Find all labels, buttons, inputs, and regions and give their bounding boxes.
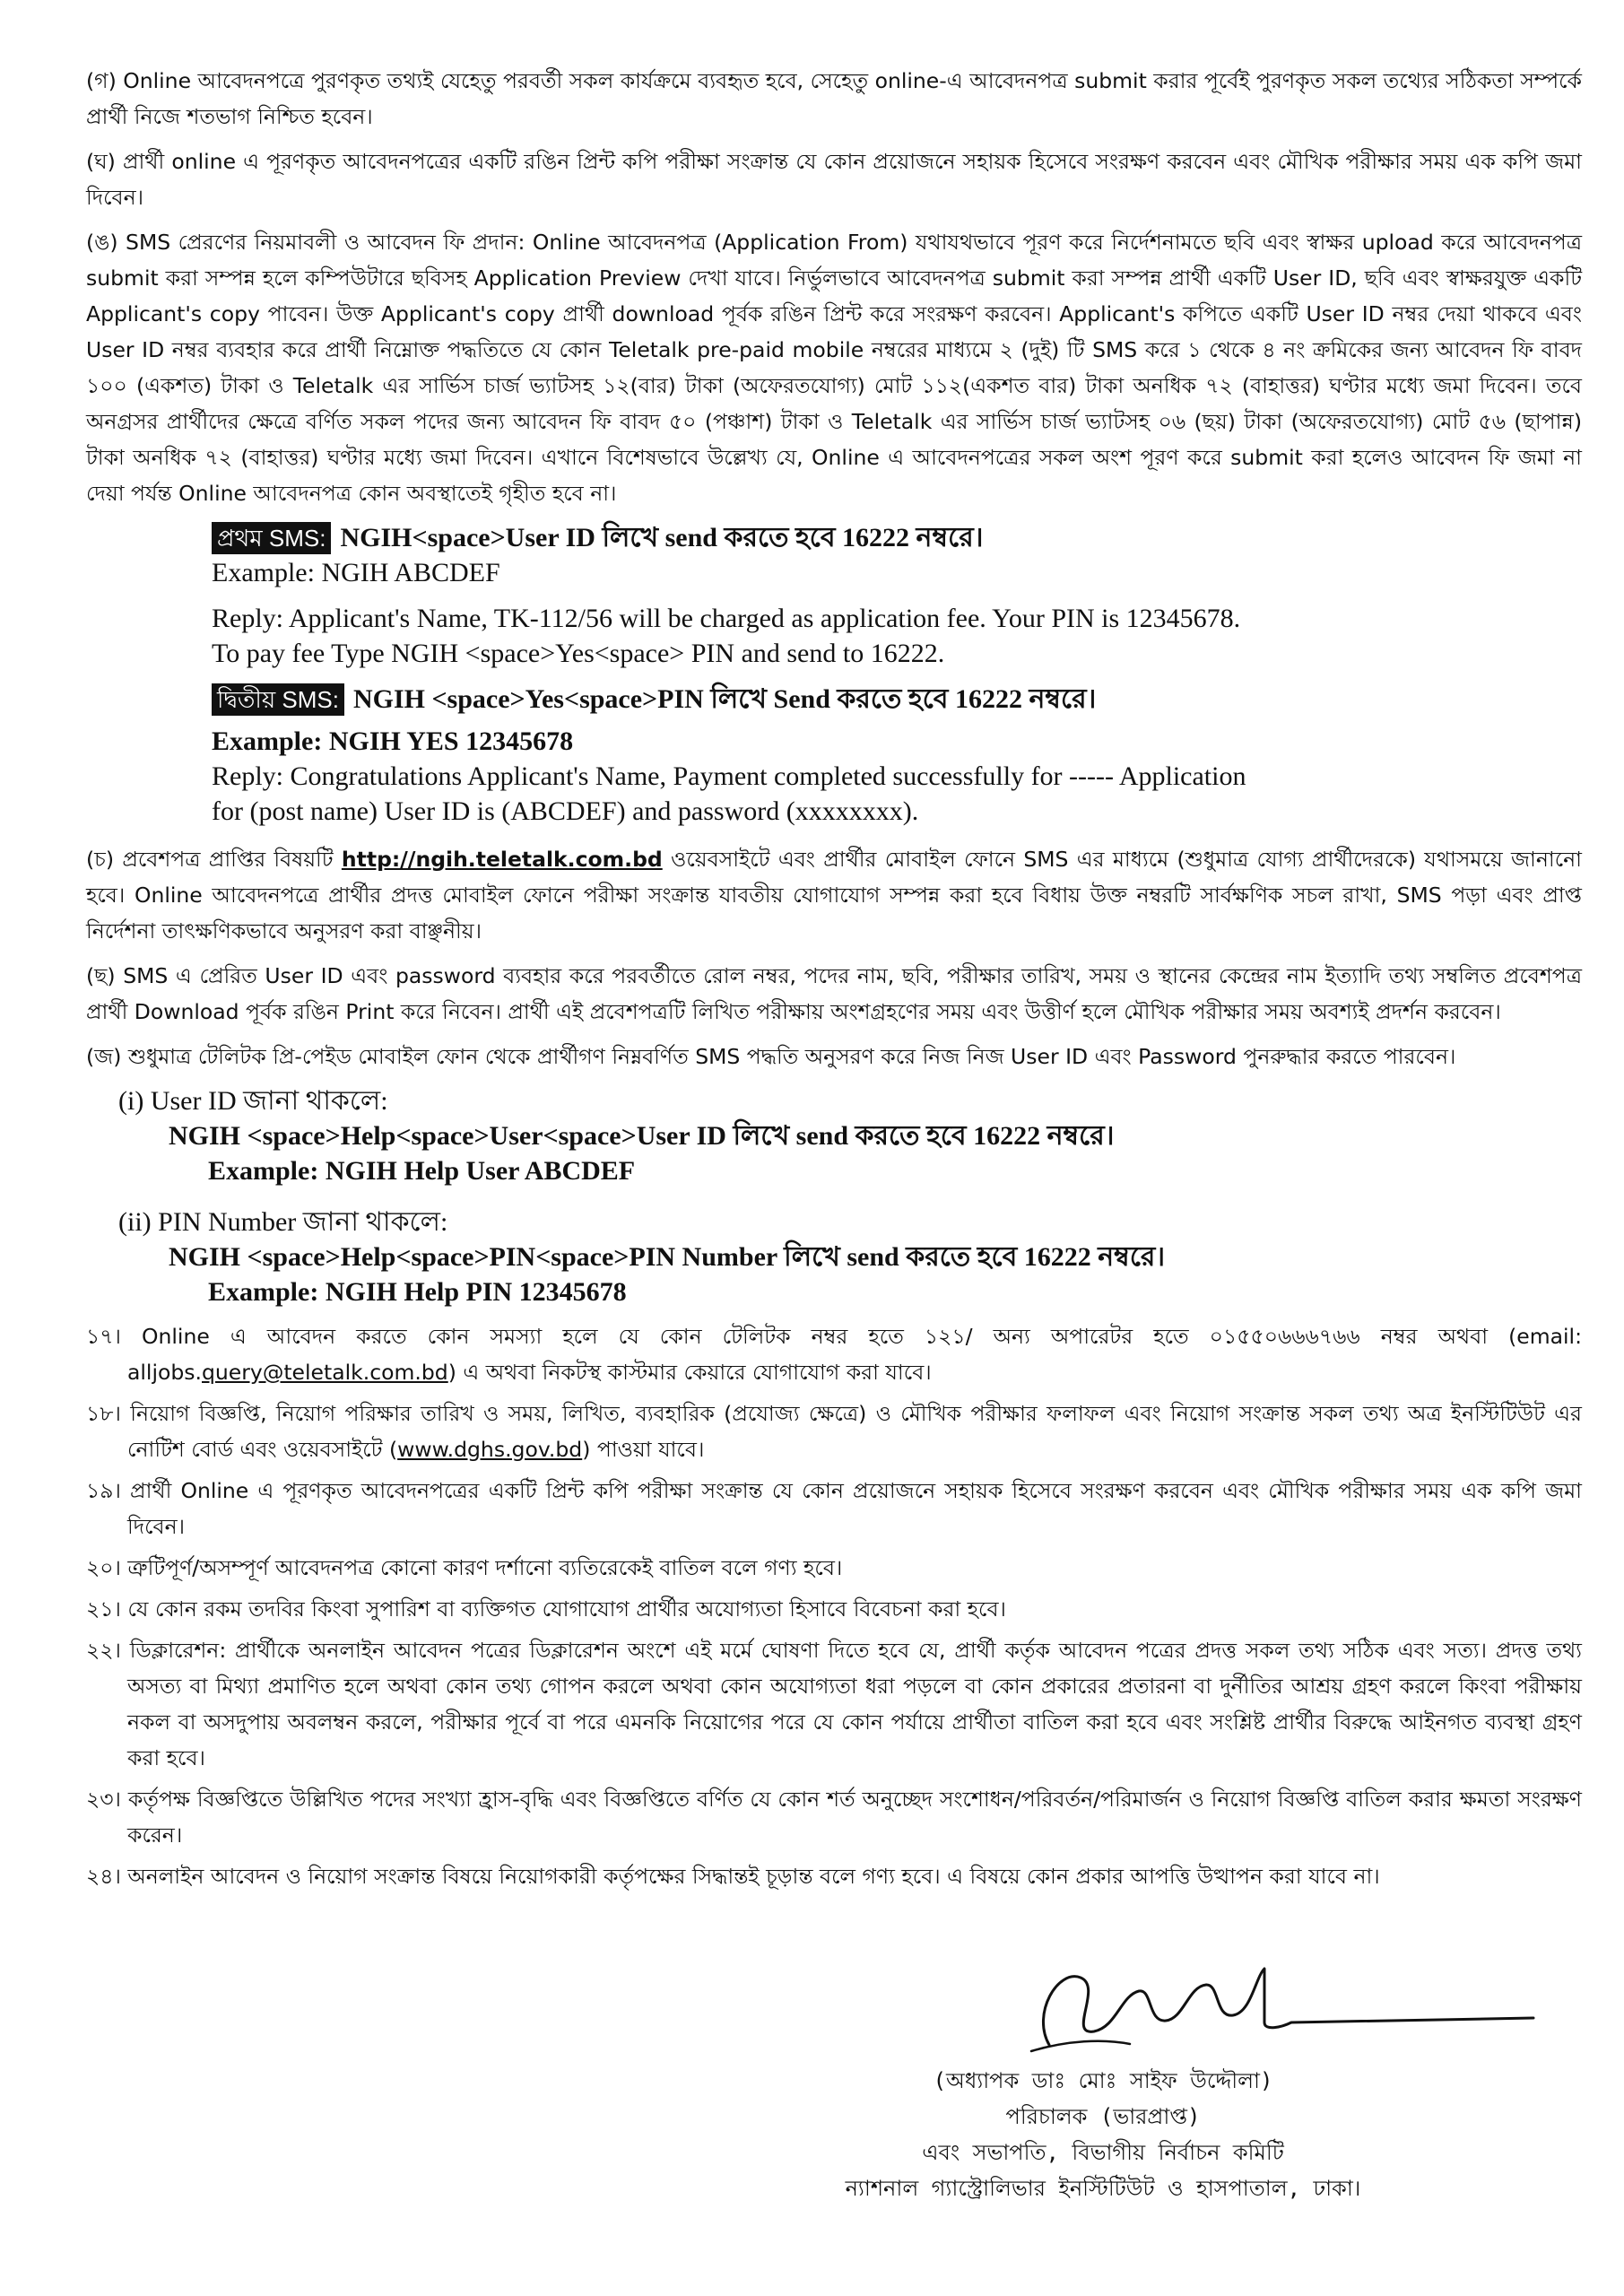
first-sms-example: Example: NGIH ABCDEF: [212, 558, 500, 587]
paragraph-cha-lead: (চ) প্রবেশপত্র প্রাপ্তির বিষয়টি: [86, 847, 334, 872]
signatory-name: (অধ্যাপক ডাঃ মোঃ সাইফ উদ্দৌলা): [933, 2068, 1273, 2093]
item-17-text: ১৭। Online এ আবেদন করতে কোন সমস্যা হলে যে কোন টেলিটক নম্বর হতে ১২১/ অন্য অপারেটর হতে ০১৫৫০৬৬৬৭৬৬ নম্বর অথবা (email: alljobs.: [86, 1324, 1582, 1385]
signatory-committee: এবং সভাপতি, বিভাগীয় নির্বাচন কমিটি: [922, 2140, 1284, 2165]
user-id-label: (i) User ID জানা থাকলে:: [118, 1086, 388, 1116]
item-20: ২০। ত্রুটিপূর্ণ/অসম্পূর্ণ আবেদনপত্র কোনো কারণ দর্শানো ব্যতিরেকেই বাতিল বলে গণ্য হবে।: [86, 1555, 843, 1580]
second-sms-reply-1: Reply: Congratulations Applicant's Name, Payment completed successfully for ----- Application: [212, 761, 1246, 791]
second-sms-text: NGIH <space>Yes<space>PIN লিখে Send করতে হবে 16222 নম্বরে।: [352, 684, 1097, 714]
paragraph-ja: (জ) শুধুমাত্র টেলিটক প্রি-পেইড মোবাইল ফোন থেকে প্রার্থীগণ নিম্নবর্ণিত SMS পদ্ধতি অনুসরণ করে নিজ নিজ User ID এবং Password পুনরুদ্ধার করতে পারবেন।: [86, 1044, 1456, 1069]
paragraph-ga: (গ) Online আবেদনপত্রে পুরণকৃত তথ্যই যেহেতু পরবর্তী সকল কার্যক্রমে ব্যবহৃত হবে, সেহেতু online-এ আবেদনপত্র submit করার পূর্বেই পুরণকৃত সকল তথ্যের সঠিকতা সম্পর্কে প্রার্থী নিজে শতভাগ নিশ্চিত হবেন।: [86, 68, 1582, 129]
paragraph-cha-rest: ওয়েবসাইটে এবং প্রার্থীর মোবাইল ফোনে SMS এর মাধ্যমে (শুধুমাত্র যোগ্য প্রার্থীদেরকে) যথাসময়ে জানানো হবে। Online আবেদনপত্রে প্রার্থীর প্রদত্ত মোবাইল ফোনে পরীক্ষা সংক্রান্ত যাবতীয় যোগাযোগ সম্পন্ন করা হবে বিধায় উক্ত নম্বরটি সার্বক্ষণিক সচল রাখা, SMS পড়া এবং প্রাপ্ত নির্দেশনা তাৎক্ষণিকভাবে অনুসরণ করা বাঞ্ছনীয়।: [86, 847, 1582, 944]
item-18-text: ১৮। নিয়োগ বিজ্ঞপ্তি, নিয়োগ পরিক্ষার তারিখ ও সময়, লিখিত, ব্যবহারিক (প্রযোজ্য ক্ষেত্রে) ও মৌখিক পরীক্ষার ফলাফল এবং নিয়োগ সংক্রান্ত সকল তথ্য অত্র ইনস্টিটিউট এর নোটিশ বোর্ড এবং ওয়েবসাইটে (: [86, 1401, 1582, 1462]
paragraph-cha: [86, 841, 1582, 949]
user-id-command: NGIH <space>Help<space>User<space>User ID লিখে send করতে হবে 16222 নম্বরে।: [169, 1121, 1115, 1151]
item-24: ২৪। অনলাইন আবেদন ও নিয়োগ সংক্রান্ত বিষয়ে নিয়োগকারী কর্তৃপক্ষের সিদ্ধান্তই চূড়ান্ত বলে গণ্য হবে। এ বিষয়ে কোন প্রকার আপত্তি উত্থাপন করা যাবে না।: [86, 1864, 1380, 1889]
item-22: ২২। ডিক্লারেশন: প্রার্থীকে অনলাইন আবেদন পত্রের ডিক্লারেশন অংশে এই মর্মে ঘোষণা দিতে হবে যে, প্রার্থী কর্তৃক আবেদন পত্রের প্রদত্ত সকল তথ্য সঠিক এবং সত্য। প্রদত্ত তথ্য অসত্য বা মিথ্যা প্রমাণিত হলে অথবা কোন তথ্য গোপন করলে অথবা কোন অযোগ্যতা ধরা পড়লে বা কোন প্রকারের প্রতারনা বা দুর্নীতির আশ্রয় গ্রহণ করলে কিংবা পরীক্ষায় নকল বা অসদুপায় অবলম্বন করলে, পরীক্ষার পূর্বে বা পরে এমনকি নিয়োগের পরে যে কোন পর্যায়ে প্রার্থীতা বাতিল করা হবে এবং সংশ্লিষ্ট প্রার্থীর বিরুদ্ধে আইনগত ব্যবস্থা গ্রহণ করা হবে।: [86, 1638, 1582, 1770]
first-sms-reply-2: To pay fee Type NGIH <space>Yes<space> PIN and send to 16222.: [212, 639, 945, 668]
pin-command: NGIH <space>Help<space>PIN<space>PIN Number লিখে send করতে হবে 16222 নম্বরে।: [169, 1242, 1166, 1272]
signature-image: [995, 1951, 1551, 2058]
item-18-rest: ) পাওয়া যাবে।: [582, 1437, 705, 1462]
admit-card-link[interactable]: http://ngih.teletalk.com.bd: [341, 847, 663, 872]
second-sms-reply-2: for (post name) User ID is (ABCDEF) and password (xxxxxxxx).: [212, 796, 919, 826]
pin-example: Example: NGIH Help PIN 12345678: [208, 1277, 627, 1307]
first-sms-line: [212, 520, 1582, 555]
item-18: [86, 1396, 1582, 1467]
second-sms-tag: দ্বিতীয় SMS:: [212, 683, 344, 716]
item-19: ১৯। প্রার্থী Online এ পূরণকৃত আবেদনপত্রের একটি প্রিন্ট কপি পরীক্ষা সংক্রান্ত যে কোন প্রয়োজনে সহায়ক হিসেবে সংরক্ষণ করবেন এবং মৌখিক পরীক্ষার সময় এক কপি জমা দিবেন।: [86, 1478, 1582, 1539]
first-sms-reply-1: Reply: Applicant's Name, TK-112/56 will be charged as application fee. Your PIN is 12345678.: [212, 604, 1241, 633]
item-23: ২৩। কর্তৃপক্ষ বিজ্ঞপ্তিতে উল্লিখিত পদের সংখ্যা হ্রাস-বৃদ্ধি এবং বিজ্ঞপ্তিতে বর্ণিত যে কোন শর্ত অনুচ্ছেদ সংশোধন/পরিবর্তন/পরিমার্জন ও নিয়োগ বিজ্ঞপ্তি বাতিল করার ক্ষমতা সংরক্ষণ করেন।: [86, 1787, 1582, 1848]
second-sms-example: Example: NGIH YES 12345678: [212, 726, 574, 756]
recovery-instructions: [118, 1083, 1582, 1309]
sms-instructions: [212, 520, 1582, 829]
first-sms-tag: প্রথম SMS:: [212, 522, 331, 554]
paragraph-chha: (ছ) SMS এ প্রেরিত User ID এবং password ব্যবহার করে পরবর্তীতে রোল নম্বর, পদের নাম, ছবি, পরীক্ষার তারিখ, সময় ও স্থানের কেন্দ্রের নাম ইত্যাদি তথ্য সম্বলিত প্রবেশপত্র প্রার্থী Download পূর্বক রঙিন Print করে নিবেন। প্রার্থী এই প্রবেশপত্রটি লিখিত পরীক্ষায় অংশগ্রহণের সময় এবং উত্তীর্ণ হলে মৌখিক পরীক্ষার সময় অবশ্যই প্রদর্শন করবেন।: [86, 963, 1582, 1024]
item-17: [86, 1318, 1582, 1390]
signatory-institute: ন্যাশনাল গ্যাস্ট্রোলিভার ইনস্টিটিউট ও হাসপাতাল, ঢাকা।: [845, 2176, 1361, 2201]
signatory-block: [699, 2063, 1507, 2206]
first-sms-text: NGIH<space>User ID লিখে send করতে হবে 16222 নম্বরে।: [340, 523, 984, 552]
notice-body: [86, 63, 1582, 1900]
paragraph-gha: (ঘ) প্রার্থী online এ পূরণকৃত আবেদনপত্রের একটি রঙিন প্রিন্ট কপি পরীক্ষা সংক্রান্ত যে কোন প্রয়োজনে সহায়ক হিসেবে সংরক্ষণ করবেন এবং মৌখিক পরীক্ষার সময় এক কপি জমা দিবেন।: [86, 149, 1582, 210]
pin-label: (ii) PIN Number জানা থাকলে:: [118, 1207, 448, 1237]
signatory-title: পরিচালক (ভারপ্রাপ্ত): [1005, 2104, 1201, 2129]
support-email-link[interactable]: query@teletalk.com.bd: [202, 1360, 448, 1385]
item-21: ২১। যে কোন রকম তদবির কিংবা সুপারিশ বা ব্যক্তিগত যোগাযোগ প্রার্থীর অযোগ্যতা হিসাবে বিবেচনা করা হবে।: [86, 1596, 1006, 1622]
paragraph-uma: (ঙ) SMS প্রেরণের নিয়মাবলী ও আবেদন ফি প্রদান: Online আবেদনপত্র (Application From) যথাযথভাবে পূরণ করে নির্দেশনামতে ছবি এবং স্বাক্ষর upload করে আবেদনপত্র submit করা সম্পন্ন হলে কম্পিউটারে ছবিসহ Application Preview দেখা যাবে। নির্ভুলভাবে আবেদনপত্র submit করা সম্পন্ন প্রার্থী একটি User ID, ছবি এবং স্বাক্ষরযুক্ত একটি Applicant's copy পাবেন। উক্ত Applicant's copy প্রার্থী download পূর্বক রঙিন প্রিন্ট করে সংরক্ষণ করবেন। Applicant's কপিতে একটি User ID নম্বর দেয়া থাকবে এবং User ID নম্বর ব্যবহার করে প্রার্থী নিম্নোক্ত পদ্ধতিতে যে কোন Teletalk pre-paid mobile নম্বরের মাধ্যমে ২ (দুই) টি SMS করে ১ থেকে ৪ নং ক্রমিকের জন্য আবেদন ফি বাবদ ১০০ (একশত) টাকা ও Teletalk এর সার্ভিস চার্জ ভ্যাটসহ ১২(বার) টাকা (অফেরতযোগ্য) মোট ১১২(একশত বার) টাকা অনধিক ৭২ (বাহাত্তর) ঘণ্টার মধ্যে জমা দিবেন। তবে অনগ্রসর প্রার্থীদের ক্ষেত্রে বর্ণিত সকল পদের জন্য আবেদন ফি বাবদ ৫০ (পঞ্চাশ) টাকা ও Teletalk এর সার্ভিস চার্জ ভ্যাটসহ ০৬ (ছয়) টাকা (অফেরতযোগ্য) মোট ৫৬ (ছাপান্ন) টাকা অনধিক ৭২ (বাহাত্তর) ঘণ্টার মধ্যে জমা দিবেন। এখানে বিশেষভাবে উল্লেখ্য যে, Online এ আবেদনপত্রের সকল অংশ পূরণ করে submit করা হলেও আবেদন ফি জমা না দেয়া পর্যন্ত Online আবেদনপত্র কোন অবস্থাতেই গৃহীত হবে না।: [86, 230, 1582, 506]
dghs-website-link[interactable]: www.dghs.gov.bd: [397, 1437, 583, 1462]
second-sms-line: [212, 682, 1582, 717]
user-id-example: Example: NGIH Help User ABCDEF: [208, 1156, 636, 1186]
item-17-rest: ) এ অথবা নিকটস্থ কাস্টমার কেয়ারে যোগাযোগ করা যাবে।: [447, 1360, 932, 1385]
